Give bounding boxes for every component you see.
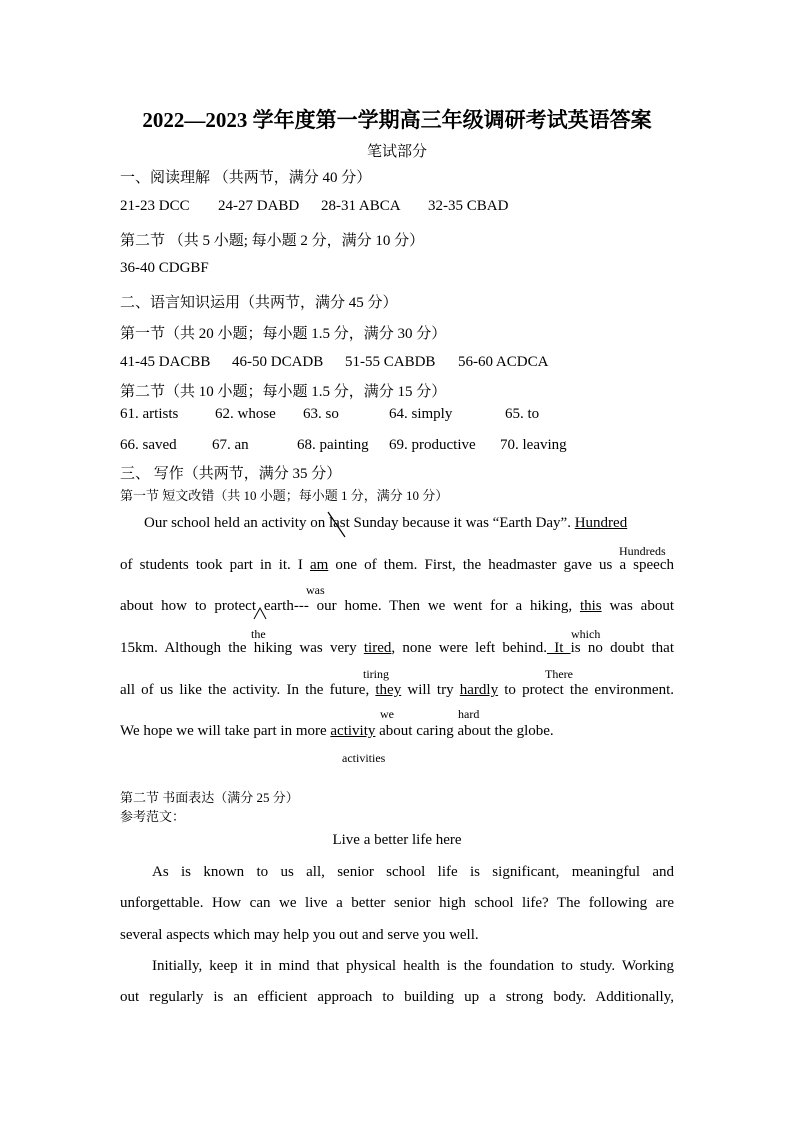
correction-text: Hundreds: [619, 544, 666, 558]
answer-item: 68. painting: [297, 437, 369, 453]
insert-mark: [252, 606, 268, 620]
text-segment: We hope we will take part in more: [120, 723, 331, 739]
error-word: this: [579, 598, 602, 614]
text-segment: of students took part in it. I: [120, 557, 310, 573]
text-segment: about how to protect: [120, 598, 257, 614]
language-section1-heading: 第一节（共 20 小题；每小题 1.5 分，满分 30 分）: [120, 326, 447, 342]
correction-text: There: [545, 667, 573, 681]
correction-text: tiring: [363, 667, 389, 681]
answer-item: 61. artists: [120, 406, 179, 422]
language-section2-heading: 第二节（共 10 小题；每小题 1.5 分，满分 15 分）: [120, 384, 447, 400]
error-word: hardly: [459, 682, 499, 698]
text-segment: earth--- our home. Then we went for a hiking,: [256, 598, 580, 614]
essay-line: several aspects which may help you out and serve you well.: [120, 927, 479, 943]
text-segment: , none were left behind.: [391, 640, 547, 656]
reading-heading: 一、阅读理解 （共两节，满分 40 分）: [120, 170, 372, 186]
answer-group: 32-35 CBAD: [428, 198, 509, 214]
writing-section1-heading: 第一节 短文改错（共 10 小题；每小题 1 分，满分 10 分）: [120, 488, 449, 503]
essay-line: unforgettable. How can we live a better senior high school life? The following are: [120, 895, 674, 911]
correction-line: [120, 640, 674, 657]
sample-label: 参考范文：: [120, 809, 186, 824]
correction-line: [120, 557, 674, 574]
error-word: Hundred: [574, 515, 628, 531]
answer-item: 65. to: [505, 406, 540, 422]
correction-text: the: [251, 627, 266, 641]
text-segment: was about: [601, 598, 674, 614]
page-subtitle: 笔试部分: [366, 144, 427, 160]
essay-line: As is known to us all, senior school life is significant, meaningful and: [152, 864, 674, 880]
text-segment: 15km. Although the hiking was very: [120, 640, 364, 656]
deleted-word: on: [310, 515, 326, 531]
answer-group: 46-50 DCADB: [232, 354, 324, 370]
reading-section2-heading: 第二节 （共 5 小题; 每小题 2 分，满分 10 分）: [120, 233, 425, 249]
text-segment: will try: [401, 682, 460, 698]
answer-group: 41-45 DACBB: [120, 354, 211, 370]
answer-item: 63. so: [303, 406, 339, 422]
text-segment: last Sunday because it was “Earth Day”.: [325, 515, 575, 531]
essay-line: Initially, keep it in mind that physical health is the foundation to study. Working: [152, 958, 674, 974]
writing-heading: 三、 写作（共两节，满分 35 分）: [120, 466, 342, 482]
delete-mark: [326, 510, 348, 540]
correction-line: [144, 515, 674, 532]
answer-item: 67. an: [212, 437, 249, 453]
text-segment: one of them. First, the headmaster gave us a speech: [328, 557, 674, 573]
correction-text: was: [306, 583, 325, 597]
answer-item: 70. leaving: [500, 437, 567, 453]
correction-text: which: [571, 627, 601, 641]
correction-text: activities: [342, 751, 386, 765]
essay-title: Live a better life here: [332, 832, 462, 848]
reading-section2-answers: 36-40 CDGBF: [120, 260, 209, 276]
correction-text: hard: [458, 707, 480, 721]
answer-group: 28-31 ABCA: [321, 198, 401, 214]
answer-group: 24-27 DABD: [218, 198, 300, 214]
error-word: tired: [363, 640, 392, 656]
answer-item: 69. productive: [389, 437, 476, 453]
writing-section2-heading: 第二节 书面表达（满分 25 分）: [120, 790, 299, 805]
answer-group: 51-55 CABDB: [345, 354, 436, 370]
language-heading: 二、语言知识运用（共两节，满分 45 分）: [120, 295, 398, 311]
text-segment: to protect the environment.: [498, 682, 674, 698]
answer-item: 66. saved: [120, 437, 177, 453]
correction-line: [120, 682, 674, 699]
error-word: they: [375, 682, 402, 698]
error-word: am: [309, 557, 329, 573]
correction-line: [120, 723, 674, 740]
text-segment: about caring about the globe.: [375, 723, 554, 739]
essay-line: out regularly is an efficient approach to building up a strong body. Additionally,: [120, 989, 674, 1005]
text-segment: Our school held an activity: [144, 515, 311, 531]
answer-group: 56-60 ACDCA: [458, 354, 549, 370]
page-title: 2022—2023 学年度第一学期高三年级调研考试英语答案: [142, 108, 652, 132]
correction-text: we: [380, 707, 394, 721]
text-segment: is no doubt that: [570, 640, 674, 656]
text-segment: all of us like the activity. In the future,: [120, 682, 376, 698]
answer-item: 64. simply: [389, 406, 453, 422]
correction-line: [120, 598, 674, 615]
error-word: It: [546, 640, 571, 656]
error-word: activity: [330, 723, 376, 739]
answer-item: 62. whose: [215, 406, 276, 422]
answer-group: 21-23 DCC: [120, 198, 190, 214]
